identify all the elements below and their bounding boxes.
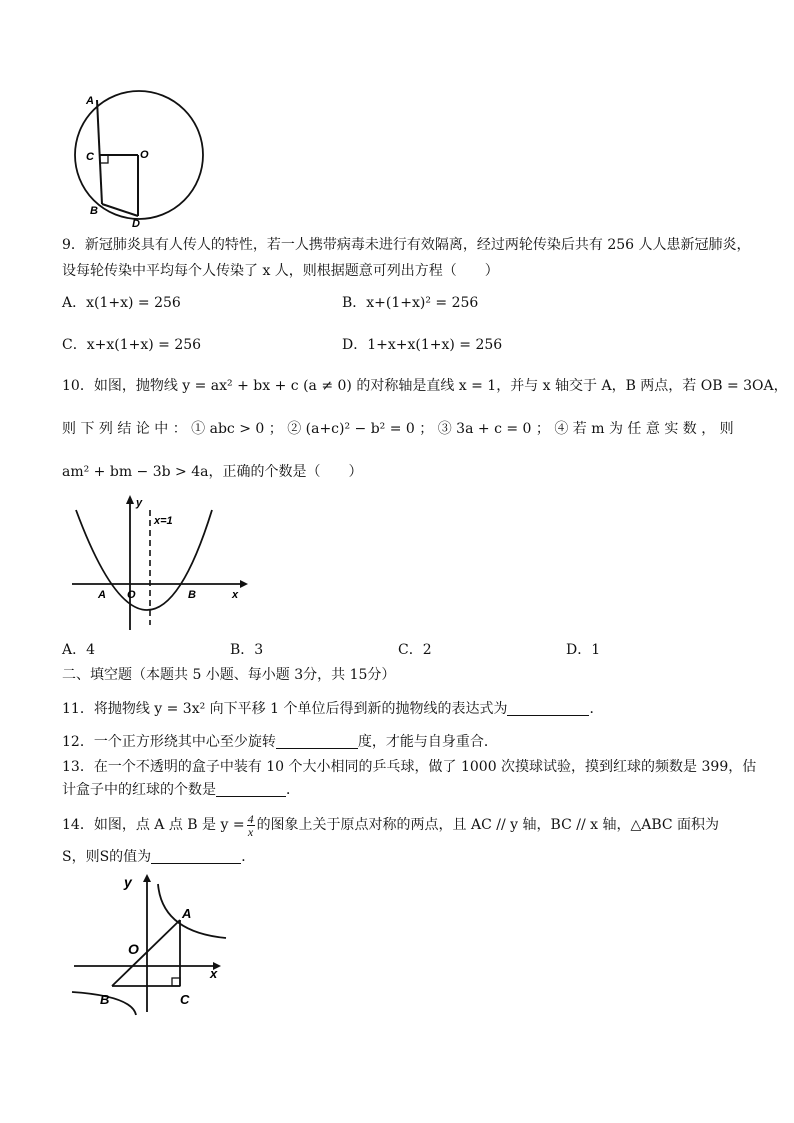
q12-end: 度，才能与自身重合． xyxy=(357,734,498,750)
label-O: O xyxy=(128,941,139,957)
q14-text-rest: 的图象上关于原点对称的两点，且 AC // y 轴，BC // x 轴，△ABC 面积为 xyxy=(256,817,720,833)
label-B: B xyxy=(188,589,196,601)
q14-fraction: $\frac{4}{x}$ xyxy=(247,811,254,839)
q10-line2: 则 下 列 结 论 中 ： ① abc > 0 ； ② (a+c)² − b² = 0 ； ③ 3a + c = 0 ； ④ 若 m 为 任 意 实 数 ， 则 xyxy=(62,421,734,437)
q13-end: ． xyxy=(286,782,300,798)
q13-text: 计盒子中的红球的个数是 xyxy=(62,782,216,798)
q10-line3: am² + bm − 3b > 4a，正确的个数是（ ） xyxy=(62,464,363,480)
label-x: x xyxy=(232,589,239,601)
q12-blank[interactable] xyxy=(276,734,358,749)
q10-option-b[interactable]: B．3 xyxy=(230,642,264,658)
q14-text-2: S，则S的值为 xyxy=(62,849,152,865)
q9-option-a[interactable]: A．x(1+x) = 256 xyxy=(62,295,181,311)
q13-line1: 13．在一个不透明的盒子中装有 10 个大小相同的乒乓球，做了 1000 次摸球试验，摸到红球的频数是 399，估 xyxy=(62,759,757,775)
label-C: C xyxy=(86,151,94,163)
q13-blank[interactable] xyxy=(216,782,286,797)
label-D: D xyxy=(132,218,140,228)
label-x: x xyxy=(210,966,218,981)
q11-end: ． xyxy=(589,701,604,717)
q12 xyxy=(62,732,498,752)
label-A: A xyxy=(98,589,106,601)
q9-option-c[interactable]: C．x+x(1+x) = 256 xyxy=(62,337,202,353)
section-title: 二、填空题（本题共 5 小题、每小题 3分，共 15分） xyxy=(62,667,396,683)
q11 xyxy=(62,699,603,719)
q14-blank[interactable] xyxy=(151,849,241,864)
label-C: C xyxy=(180,992,190,1007)
label-B: B xyxy=(90,205,98,217)
q14-text: 14．如图，点 A 点 B 是 y = xyxy=(62,817,245,833)
q9-line2: 设每轮传染中平均每个人传染了 x 人，则根据题意可列出方程（ ） xyxy=(62,263,499,279)
q10-option-a[interactable]: A．4 xyxy=(62,642,96,658)
q9-option-d[interactable]: D．1+x+x(1+x) = 256 xyxy=(342,337,503,353)
q11-blank[interactable] xyxy=(507,701,589,716)
label-y: y xyxy=(124,874,132,890)
label-axis: x=1 xyxy=(154,515,173,527)
hyperbola-figure xyxy=(68,870,238,1020)
q14-end: ． xyxy=(241,849,256,865)
q9-option-b[interactable]: B．x+(1+x)² = 256 xyxy=(342,295,479,311)
q10-option-c[interactable]: C．2 xyxy=(398,642,432,658)
q13-line2 xyxy=(62,780,300,800)
parabola-figure xyxy=(62,490,252,640)
label-A: A xyxy=(182,906,192,921)
q10-line1: 10．如图，抛物线 y = ax² + bx + c (a ≠ 0) 的对称轴是直线 x = 1，并与 x 轴交于 A，B 两点，若 OB = 3OA， xyxy=(62,378,788,394)
q14-line1 xyxy=(62,812,719,838)
q14-line2 xyxy=(62,847,255,867)
q11-text: 11．将抛物线 y = 3x² 向下平移 1 个单位后得到新的抛物线的表达式为 xyxy=(62,701,508,717)
label-O: O xyxy=(127,589,136,601)
label-A: A xyxy=(86,95,94,107)
label-y: y xyxy=(136,497,143,509)
q12-text: 12．一个正方形绕其中心至少旋转 xyxy=(62,734,276,750)
q10-option-d[interactable]: D．1 xyxy=(566,642,601,658)
label-B: B xyxy=(100,992,110,1007)
q9-line1: 9．新冠肺炎具有人传人的特性，若一人携带病毒未进行有效隔离，经过两轮传染后共有 256 人人患新冠肺炎， xyxy=(62,237,751,253)
label-O: O xyxy=(140,149,149,161)
circle-figure xyxy=(70,88,210,228)
